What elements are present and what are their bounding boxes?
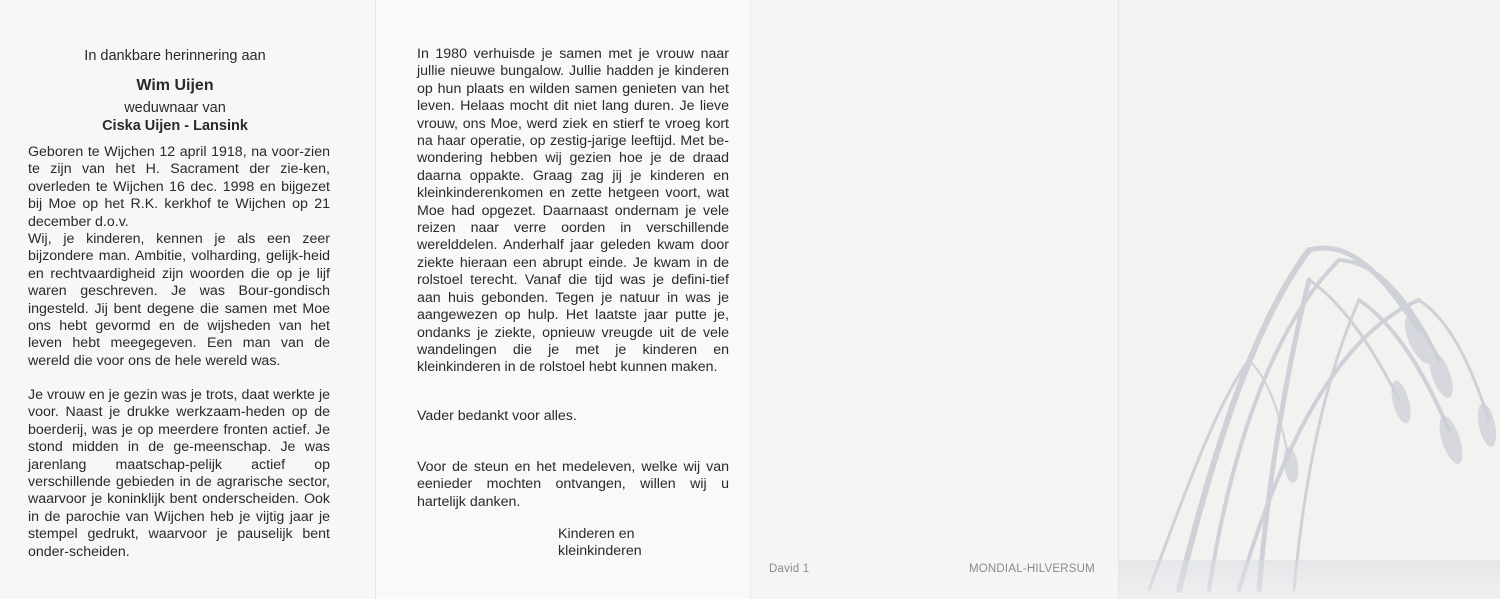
text-panel-left [0, 0, 375, 599]
deceased-name: Wim Uijen [136, 77, 214, 94]
signature-line-2: kleinkinderen [558, 543, 642, 560]
character-paragraph: Wij, je kinderen, kennen je als een zeer bijzondere man. Ambitie, volharding, gelijk-heid en rechtvaardigheid zijn woorden die op je lijf waren geschreven. Je was Bour-gondisch ingesteld. Jij bent degene die samen met Moe ons hebt gevormd en de wijsheden van het leven hebt meegegeven. Een man van de wereld die voor ons de hele wereld was. [28, 231, 330, 369]
text-panel-middle [375, 0, 750, 599]
intro-line: In dankbare herinnering aan [84, 48, 266, 64]
printer-credit: MONDIAL-HILVERSUM [969, 563, 1095, 575]
grass-shadow-illustration [1119, 0, 1500, 599]
spouse-name: Ciska Uijen - Lansink [102, 118, 248, 134]
life-story-paragraph: In 1980 verhuisde je samen met je vrouw naar jullie nieuwe bungalow. Jullie hadden je kinderen op hun plaats en wilden samen genieten van het leven. Helaas mocht dit niet lang duren. Je lieve vrouw, ons Moe, werd ziek en stierf te vroeg kort na haar operatie, op zestig-jarige leeftijd. Met be-wondering hebben wij gezien hoe je de draad daarna oppakte. Graag zag jij je kinderen en kleinkinderenkomen en zette hetgeen voort, wat Moe had opgezet. Daarnaast ondernam je vele reizen naar verre oorden in verschillende werelddelen. Anderhalf jaar geleden kwam door ziekte hieraan een abrupt einde. Je kwam in de rolstoel terecht. Vanaf die tijd was je defini-tief aan huis gebonden. Tegen je natuur in was je aangewezen op hulp. Het laatste jaar putte je, ondanks je ziekte, opnieuw vreugde uit de vele wandelingen die je met je kinderen en kleinkinderen in de rolstoel hebt kunnen maken. [417, 46, 729, 376]
design-code: David 1 [769, 563, 810, 575]
family-work-paragraph: Je vrouw en je gezin was je trots, daat werkte je voor. Naast je drukke werkzaam-heden op de boerderij, was je op meerdere fronten actief. Je stond midden in de ge-meenschap. Je was jarenlang maatschap-pelijk actief op verschillende gebieden in de agrarische sector, waarvoor je koninklijk bent onderscheiden. Ook in de parochie van Wijchen heb je vijtig jaar je stempel gedrukt, waarvoor je pauselijk bent onder-scheiden. [28, 387, 330, 560]
fold-line [1118, 0, 1119, 599]
acknowledgement-paragraph: Voor de steun en het medeleven, welke wij van eenieder mochten ontvangen, willen wij u hartelijk danken. [417, 459, 729, 510]
signature-line-1: Kinderen en [558, 526, 635, 542]
cover-panel [1118, 0, 1500, 599]
thanks-father-line: Vader bedankt voor alles. [417, 408, 577, 424]
birth-death-paragraph: Geboren te Wijchen 12 april 1918, na voor-zien te zijn van het H. Sacrament der zie-ken, overleden te Wijchen 16 dec. 1998 en bijgezet bij Moe op het R.K. kerkhof te Wijchen op 21 december d.o.v. [28, 144, 330, 230]
relation-line: weduwnaar van [124, 100, 226, 116]
signature [558, 526, 642, 561]
blank-panel [750, 0, 1118, 599]
